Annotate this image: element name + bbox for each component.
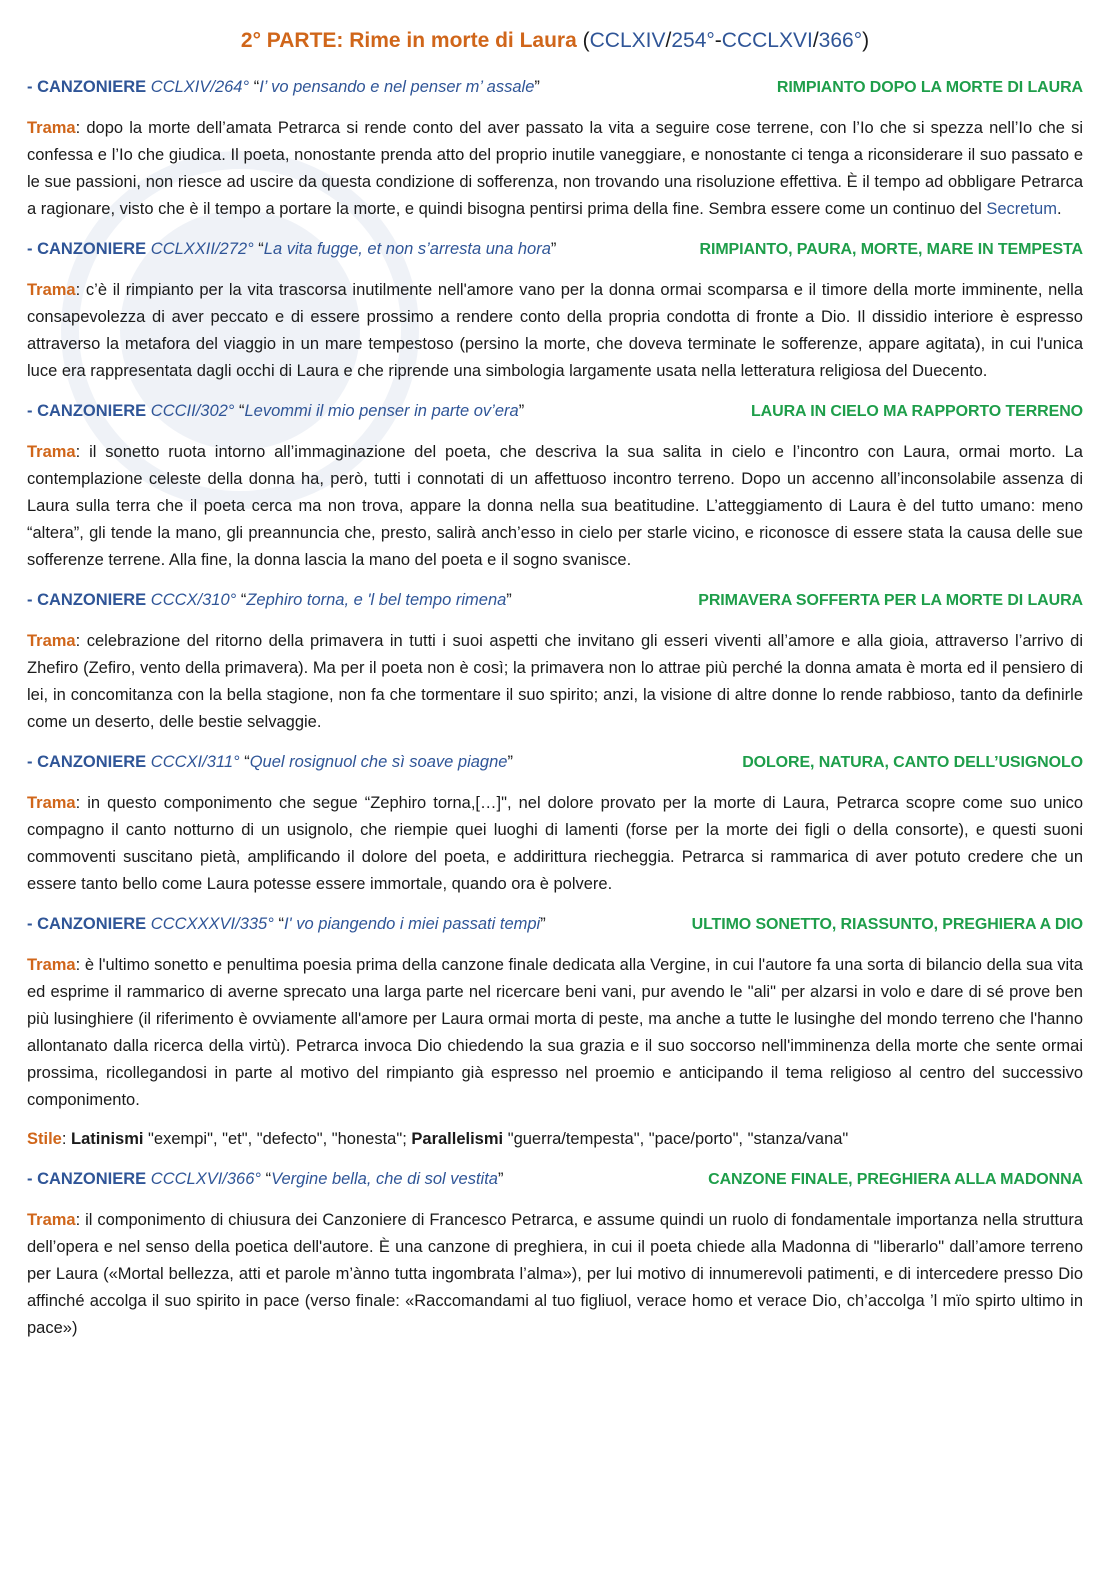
theme-label: RIMPIANTO DOPO LA MORTE DI LAURA <box>776 79 1083 96</box>
section-heading: - CANZONIERE CCCXI/311° “Quel rosignuol che sì soave piagne” DOLORE, NATURA, CANTO DELL’USIGNOLO <box>27 749 1083 776</box>
theme-label: CANZONE FINALE, PREGHIERA ALLA MADONNA <box>708 1171 1083 1188</box>
section-310 <box>27 587 1083 736</box>
theme-label: ULTIMO SONETTO, RIASSUNTO, PREGHIERA A DIO <box>691 916 1083 933</box>
page-title: 2° PARTE: Rime in morte di Laura (CCLXIV/254°-CCCLXVI/366°) <box>240 29 870 52</box>
section-heading: - CANZONIERE CCLXXII/272° “La vita fugge, et non s’arresta una hora” RIMPIANTO, PAURA, MORTE, MARE IN TEMPESTA <box>27 236 1083 263</box>
section-heading: - CANZONIERE CCCII/302° “Levommi il mio penser in parte ov’era” LAURA IN CIELO MA RAPPORTO TERRENO <box>27 398 1083 425</box>
section-heading: - CANZONIERE CCLXIV/264° “I’ vo pensando e nel penser m’ assale” RIMPIANTO DOPO LA MORTE DI LAURA <box>27 74 1083 101</box>
section-335 <box>27 911 1083 1153</box>
theme-label: LAURA IN CIELO MA RAPPORTO TERRENO <box>750 403 1083 420</box>
section-heading: - CANZONIERE CCCLXVI/366° “Vergine bella, che di sol vestita” CANZONE FINALE, PREGHIERA ALLA MADONNA <box>27 1166 1083 1193</box>
trama-paragraph: Trama: dopo la morte dell’amata Petrarca si rende conto del aver passato la vita a seguire cose terrene, con l’Io che si spezza nell’Io che si confessa e l’Io che giudica. Il poeta, nonostante prenda atto del proprio inutile vaneggiare, e nonostante ci tenga a riconsiderare il suo passato e le sue passioni, non riesce ad uscire da questa condizione di sofferenza, non trovando una risoluzione effettiva. È il tempo ad obbligare Petrarca a ragionare, visto che è il tempo a portare la morte, e quindi bisogna pentirsi prima della fine. Sembra essere come un continuo del Secretum. <box>27 119 1083 218</box>
section-heading: - CANZONIERE CCCXXXVI/335° “I' vo piangendo i miei passati tempi” ULTIMO SONETTO, RIASSUNTO, PREGHIERA A DIO <box>27 911 1083 938</box>
trama-paragraph: Trama: celebrazione del ritorno della primavera in tutti i suoi aspetti che invitano gli esseri viventi all’amore e alla gioia, attraverso l’arrivo di Zhefiro (Zefiro, vento della primavera). Ma per il poeta non è così; la primavera non lo attrae più perché la donna amata è morta ed il pensiero di lei, in concomitanza con la bella stagione, non fa che tormentare il suo spirito; anzi, la visione di altre donne lo rende rabbioso, tanto da definirle come un deserto, delle bestie selvaggie. <box>27 632 1083 731</box>
trama-paragraph: Trama: in questo componimento che segue “Zephiro torna,[…]", nel dolore provato per la morte di Laura, Petrarca scopre come suo unico compagno il canto notturno di un usignolo, che riempie quei luoghi di lamenti (forse per la morte dei figli o della consorte), e questi suoni commoventi suscitano pietà, amplificando il dolore del poeta, e addirittura riecheggia. Petrarca si rammarica di aver potuto credere che un essere tanto bello come Laura potesse essere immortale, quando ora è polvere. <box>27 794 1083 893</box>
section-272 <box>27 236 1083 385</box>
theme-label: DOLORE, NATURA, CANTO DELL’USIGNOLO <box>742 754 1083 771</box>
section-366 <box>27 1166 1083 1342</box>
trama-paragraph: Trama: c’è il rimpianto per la vita trascorsa inutilmente nell'amore vano per la donna ormai scomparsa e il timore della morte imminente, nella consapevolezza di aver peccato e di essere prossimo a rendere conto della propria condotta di fronte a Dio. Il dissidio interiore è espresso attraverso la metafora del viaggio in un mare tempestoso (persino la morte, che doveva terminate le sofferenze, appare agitata), in cui l'unica luce era rappresentata dagli occhi di Laura e che riprende una simbologia largamente usata nella letteratura religiosa del Duecento. <box>27 281 1083 380</box>
secretum-reference: Secretum <box>986 200 1057 218</box>
trama-paragraph: Trama: è l'ultimo sonetto e penultima poesia prima della canzone finale dedicata alla Vergine, in cui l'autore fa una sorta di bilancio della sua vita ed esprime il rammarico di averne sprecato una larga parte nel ricercare beni vani, pur avendo le "ali" per alzarsi in volo e dare di sé prove ben più lusinghiere (il riferimento è ovviamente all'amore per Laura ormai morta di peste, ma anche a tutte le lusinghe del mondo terreno che l'hanno allontanato dalla ricerca della virtù). Petrarca invoca Dio chiedendo la sua grazia e il suo soccorso nell'imminenza della morte che sente ormai prossima, ricollegandosi in parte al motivo del rimpianto già espresso nel proemio e anticipando il tema religioso al centro del successivo componimento. <box>27 956 1083 1109</box>
document-page <box>27 26 1083 1355</box>
stile-line: Stile: Latinismi "exempi", "et", "defecto", "honesta"; Parallelismi "guerra/tempesta", "pace/porto", "stanza/vana" <box>27 1130 849 1148</box>
section-311 <box>27 749 1083 898</box>
section-264 <box>27 74 1083 223</box>
trama-paragraph: Trama: il sonetto ruota intorno all’immaginazione del poeta, che descriva la sua salita in cielo e l’incontro con Laura, ormai morto. La contemplazione celeste della donna ha, però, tutti i connotati di un affettuoso incontro terreno. Dopo un accenno all’inconsolabile assenza di Laura sulla terra che il poeta cerca ma non trova, appare la donna nella sua beatitudine. L’atteggiamento di Laura è del tutto umano: meno “altera”, gli tende la mano, gli preannuncia che, presto, salirà anch’esso in cielo per starle vicino, e riconosce di essere stata la causa delle sue sofferenze terrene. Alla fine, la donna lascia la mano del poeta e il sogno svanisce. <box>27 443 1083 569</box>
theme-label: RIMPIANTO, PAURA, MORTE, MARE IN TEMPESTA <box>699 241 1083 258</box>
section-302 <box>27 398 1083 574</box>
section-heading: - CANZONIERE CCCX/310° “Zephiro torna, e 'l bel tempo rimena” PRIMAVERA SOFFERTA PER LA MORTE DI LAURA <box>27 587 1083 614</box>
theme-label: PRIMAVERA SOFFERTA PER LA MORTE DI LAURA <box>698 592 1083 609</box>
trama-paragraph: Trama: il componimento di chiusura dei Canzoniere di Francesco Petrarca, e assume quindi un ruolo di fondamentale importanza nella struttura dell’opera e nel senso della poetica dell'autore. È una canzone di preghiera, in cui il poeta chiede alla Madonna di "liberarlo" dall’amore terreno per Laura («Mortal bellezza, atti et parole m’ànno tutta ingombrata l’alma»), per lui motivo di innumerevoli patimenti, e di intercedere presso Dio affinché accolga il suo spirito in pace (verso finale: «Raccomandami al tuo figliuol, verace homo et verace Dio, ch’accolga ’l mïo spirto ultimo in pace») <box>27 1211 1083 1337</box>
